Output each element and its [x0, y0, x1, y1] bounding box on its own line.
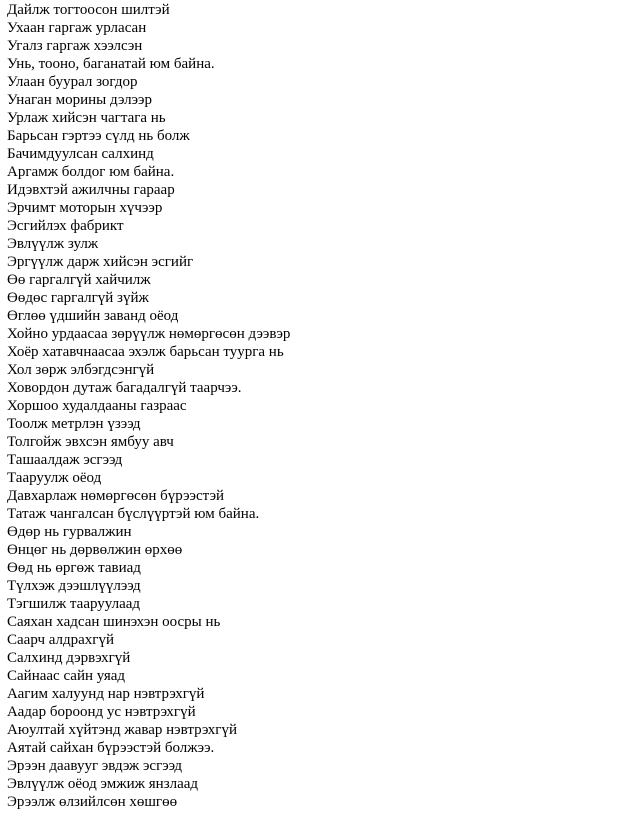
text-line: Аргамж болдог юм байна.: [7, 164, 175, 180]
text-line: Толгойж эвхсэн ямбуу авч: [7, 434, 174, 450]
text-line: Татаж чангалсан бүслүүртэй юм байна.: [7, 506, 260, 522]
text-line: Салхинд дэрвэхгүй: [7, 650, 131, 666]
text-line: Дайлж тогтоосон шилтэй: [7, 2, 170, 18]
text-line: Өглөө үдшийн заванд оёод: [7, 308, 179, 324]
text-line: Давхарлаж нөмөргөсөн бүрээстэй: [7, 488, 225, 504]
text-line: Тэгшилж тааруулаад: [7, 596, 141, 612]
text-line: Улаан буурал зогдор: [7, 74, 138, 90]
text-line: Аагим халуунд нар нэвтрэхгүй: [7, 686, 205, 702]
text-line: Хойно урдаасаа зөрүүлж нөмөргөсөн дээвэр: [7, 326, 291, 342]
text-line: Хол зөрж элбэгдсэнгүй: [7, 362, 155, 378]
text-line: Өөд нь өргөж тавиад: [7, 560, 141, 576]
text-line: Ухаан гаргаж урласан: [7, 20, 147, 36]
text-line: Эрээн даавууг эвдэж эсгээд: [7, 758, 182, 774]
text-line: Сайнаас сайн уяад: [7, 668, 126, 684]
text-line: Урлаж хийсэн чагтага нь: [7, 110, 166, 126]
text-line: Хоёр хатавчнаасаа эхэлж барьсан туурга нь: [7, 344, 284, 360]
text-line: Өөдөс гаргалгүй зүйж: [7, 290, 149, 306]
document-page: [7, 1, 632, 811]
text-line: Өдөр нь гурвалжин: [7, 524, 132, 540]
text-line: Саяхан хадсан шинэхэн оосры нь: [7, 614, 221, 630]
text-line: Унаган морины дэлээр: [7, 92, 152, 108]
text-line: Эрчимт моторын хүчээр: [7, 200, 163, 216]
text-line: Аадар бороонд ус нэвтрэхгүй: [7, 704, 196, 720]
text-line: Хоршоо худалдааны газраас: [7, 398, 187, 414]
text-line: Түлхэж дээшлүүлээд: [7, 578, 141, 594]
text-line: Барьсан гэртээ сүлд нь болж: [7, 128, 190, 144]
text-line: Угалз гаргаж хээлсэн: [7, 38, 143, 54]
text-line: Ховордон дутаж багадалгүй таарчээ.: [7, 380, 242, 396]
text-line: Тоолж метрлэн үзээд: [7, 416, 141, 432]
text-line: Идэвхтэй ажилчны гараар: [7, 182, 175, 198]
text-line: Аюултай хүйтэнд жавар нэвтрэхгүй: [7, 722, 237, 738]
text-line: Эвлүүлж оёод эмжиж янзлаад: [7, 776, 199, 792]
text-line: Эсгийлэх фабрикт: [7, 218, 124, 234]
text-line: Ташаалдаж эсгээд: [7, 452, 123, 468]
text-line: Тааруулж оёод: [7, 470, 102, 486]
text-line: Эвлүүлж зулж: [7, 236, 99, 252]
text-line: Эргүүлж дарж хийсэн эсгийг: [7, 254, 194, 270]
text-line: Унь, тооно, баганатай юм байна.: [7, 56, 215, 72]
text-line: Өө гаргалгүй хайчилж: [7, 272, 151, 288]
text-line: Бачимдуулсан салхинд: [7, 146, 154, 162]
text-line: Эрээлж өлзийлсөн хөшгөө: [7, 794, 178, 810]
text-line: Өнцөг нь дөрвөлжин өрхөө: [7, 542, 183, 558]
text-line: Аятай сайхан бүрээстэй болжээ.: [7, 740, 215, 756]
text-line: Саарч алдрахгүй: [7, 632, 114, 648]
